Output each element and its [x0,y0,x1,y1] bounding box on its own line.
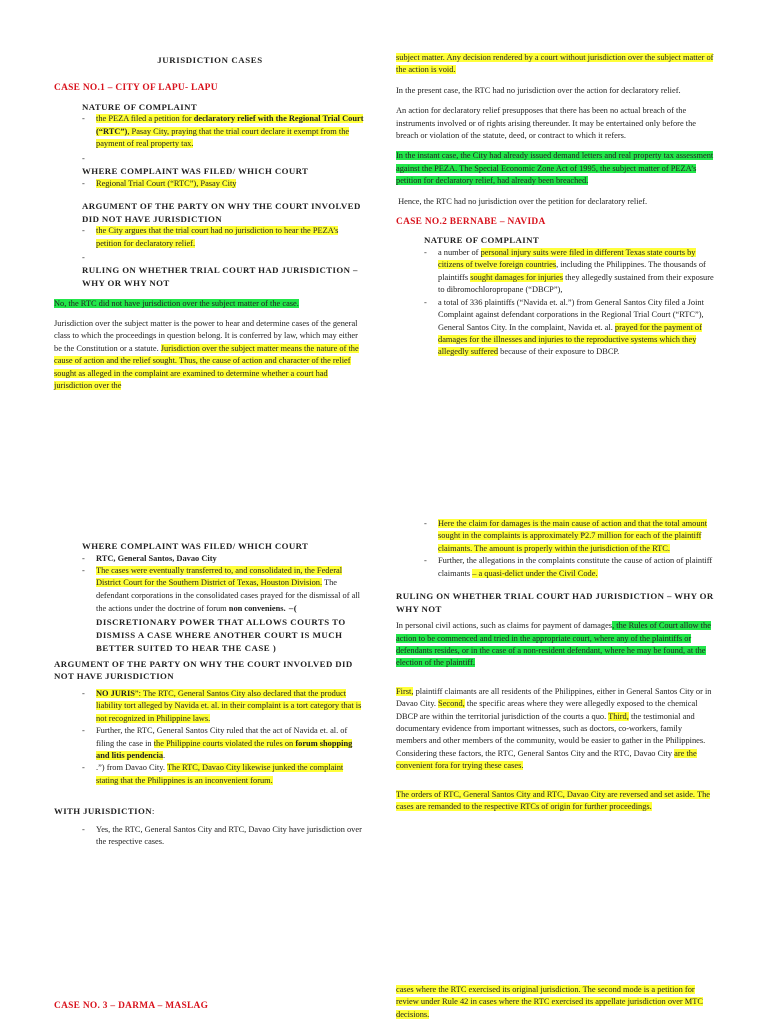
text-run: Hence, the RTC had no jurisdiction over the petition for declaratory relief. [398,196,648,206]
page1-left-column [54,52,366,400]
case1-paragraph-jurisdiction [54,318,366,392]
case2-where-heading: WHERE COMPLAINT WAS FILED/ WHICH COURT [82,541,309,551]
text-run: , including the Philippines. The thousands of plaintiffs [438,260,706,282]
case1-instant-case [396,150,714,187]
highlight: Regional Trial Court (“RTC”), Pasay City [96,178,237,188]
highlight [96,689,361,723]
case2-with-jurisdiction-heading [54,805,366,818]
dash: - [82,153,85,163]
highlight: The cases were eventually transferred to, and consolidated in, the Federal District Court for the Southern District of Texas, Houston Division. [96,566,343,588]
case1-where-list [54,178,366,190]
highlight: , the Rules of Court allow the action to be commenced and tried in the appropriate court, where any of the plaintiffs or defendants resides, or in the case of a non-resident defendant, where he may be found, at the election of the plaintiff. [396,621,711,668]
highlight: are the convenient fora for trying these cases. [396,748,697,771]
case2-argument-heading: ARGUMENT OF THE PARTY ON WHY THE COURT INVOLVED DID NOT HAVE JURISDICTION [54,658,353,682]
text-run: Jurisdiction over the subject matter is the power to hear and determine cases of the general class to which the proceedings in question belong. It is conferred by law, which may either be the Constitution or a statute. [54,319,358,353]
highlight: In the instant case, the City had already issued demand letters and real property tax assessment against the PEZA. The Special Economic Zone Act of 1995, the subject matter of PEZA’s petition for declaratory relief, had already been breached. [396,151,714,186]
list-item [82,762,366,787]
text-run: ”: The RTC, General Santos City also declared that the product liability tort alleged by Navida et. al. in their complaint is a tort category that is not recognized in Philippine laws. [96,689,362,723]
highlight: Third, [608,711,629,721]
highlight: subject matter. Any decision rendered by a court without jurisdiction over the subject matter of the action is void. [396,53,714,75]
list-item [82,565,366,656]
bold-run: declaratory relief with the Regional Trial Court (“RTC”) [96,114,364,136]
list-item: - Yes, the RTC, General Santos City and RTC, Davao City have jurisdiction over the respective cases. [82,824,366,849]
case2-nature-list [396,247,714,359]
highlight: Jurisdiction over the subject matter means the nature of the cause of action and the relief sought. Thus, the cause of action and character of the relief sought as alleged in the complaint are examined to determine whether a court had jurisdiction over the [54,343,359,391]
text-run: .”) from Davao City. [96,763,167,773]
text-run: In personal civil actions, such as claims for payment of damages [396,621,613,631]
page3-left-column [54,1000,366,1018]
case2-factors [396,686,714,773]
document-title: JURISDICTION CASES [157,55,263,65]
list-item [82,113,366,150]
page1-right-column [396,52,714,361]
case1-present-case: In the present case, the RTC had no jurisdiction over the action for declaratory relief. [396,85,681,95]
case1-ruling-heading: RULING ON WHETHER TRIAL COURT HAD JURISDICTION – WHY OR WHY NOT [82,265,358,289]
list-item [424,247,714,297]
case1-where-heading: WHERE COMPLAINT WAS FILED/ WHICH COURT [82,166,309,177]
bold-run: RTC, General Santos, Davao City [96,553,217,563]
list-item [424,297,714,359]
text-run: plaintiff claimants are all residents of the Philippines, either in General Santos City or in Davao City. [396,686,712,709]
case1-argument-list [54,225,366,250]
case1-title: CASE NO.1 – CITY OF LAPU- LAPU [54,83,218,94]
text-run: because of their exposure to DBCP. [498,347,620,357]
case2-where-list [54,553,366,656]
case1-hence [396,196,714,208]
highlight: cases where the RTC exercised its original jurisdiction. The second mode is a petition for review under Rule 42 in cases where the RTC exercised its appellate jurisdiction over MTC decisions. [396,985,703,1019]
text-run: the Philippine courts violated the rules on [153,738,296,748]
text-run: a number of [438,248,481,258]
bold-run: forum shopping and litis pendencia [96,738,353,761]
case1-argument-heading: ARGUMENT OF THE PARTY ON WHY THE COURT INVOLVED DID NOT HAVE JURISDICTION [82,201,361,224]
list-item [82,688,366,725]
highlight: First, [396,686,414,696]
case2-ruling-heading: RULING ON WHETHER TRIAL COURT HAD JURISDICTION – WHY OR WHY NOT [396,591,714,614]
page2-right-column [396,518,714,822]
text-run: they allegedly sustained from their exposure to dibromochloropropane (“DBCP”), [438,272,714,295]
text-run: . –( DISCRETIONARY POWER THAT ALLOWS COURTS TO DISMISS A CASE WHERE ANOTHER COURT IS MUCH BETTER SUITED TO HEAR THE CASE ) [96,603,346,654]
page2-left-column [54,540,366,851]
text-run: the PEZA filed a petition for [96,114,194,124]
text-run: . [163,751,166,761]
list-item [424,555,714,580]
text-run: WITH JURISDICTION [54,806,152,817]
highlight: – a quasi-delict under the Civil Code. [472,568,598,578]
highlight: The RTC, Davao City likewise junked the complaint stating that the Philippines is an inconvenient forum. [96,763,344,785]
text-run: : [151,807,155,817]
text-run: Further, the allegations in the complaints constitute the cause of action of plaintiff claimants [438,556,713,578]
case1-ruling-answer [54,298,366,310]
text-run: the testimonial and documentary evidence from important witnesses, such as doctors, co-workers, family members and other members of the community, would be easier to gather in the Philippines. Considering these factors, the RTC, General Santos City and the RTC, Davao City [396,711,706,758]
text-run: a total of 336 plaintiffs (“Navida et. al.”) from General Santos City filed a Joint Complaint against defendant corporations in the Regional Trial Court (“RTC”), General Santos City. In the complaint, Navida et. al. [438,297,704,332]
page3-right-column [396,984,714,1029]
highlight: the City argues that the trial court had no jurisdiction to hear the PEZA’s petition for declaratory relief. [96,226,339,248]
highlight: The orders of RTC, General Santos City and RTC, Davao City are reversed and set aside. The cases are remanded to the respective RTCs of origin for further proceedings. [396,789,710,812]
list-item [82,225,366,250]
text-run: the specific areas where they were allegedly exposed to the chemical DBCP are within the territorial jurisdiction of the courts a quo. [396,699,698,721]
case2-nature-heading: NATURE OF COMPLAINT [424,235,540,246]
case1-nature-list [54,113,366,150]
highlight: No, the RTC did not have jurisdiction over the subject matter of the case. [54,298,299,308]
text-run: , Pasay City, praying that the trial court declare it exempt from the payment of real property tax. [96,126,350,149]
list-item [82,553,366,565]
text-run: Further, the RTC, General Santos City ruled that the act of Navida et. al. of filing the case in [96,726,348,748]
highlight: Here the claim for damages is the main cause of action and that the total amount sought in the complaints is approximately ₱2.7 million for each of the plaintiff claimants. The amount is properly within the jurisdiction of the RTC. [438,519,708,553]
text-run: The defendant corporations in the consolidated cases prayed for the dismissal of all the actions under the doctrine of forum [96,578,360,614]
case2-argument-list [54,688,366,787]
case2-title: CASE NO.2 BERNABE – NAVIDA [396,217,546,228]
list-item [424,518,714,555]
highlight: prayed for the payment of damages for the illnesses and injuries to the reproductive systems which they allegedly suffered [438,322,702,357]
highlight: sought damages for injuries [470,272,563,282]
dash: - [82,253,85,263]
case3-title: CASE NO. 3 – DARMA – MASLAG [54,1001,209,1011]
case2-personal-actions [396,620,714,670]
bold-run: NO JURIS [96,689,135,699]
highlight [96,114,363,148]
highlight: Second, [438,699,465,709]
case1-continuation [396,52,714,77]
case1-action-paragraph: An action for declaratory relief presupposes that there has been no actual breach of the instruments involved or of rights arising thereunder. It may be entertained only before the breach or violation of the statute, deed, or contract to which it refers. [396,106,697,141]
list-item [82,725,366,762]
list-item [82,178,366,190]
bold-run: non conveniens [228,604,284,614]
case2-orders [396,789,714,814]
highlight: personal injury suits were filed in different Texas state courts by citizens of twelve foreign countries [438,248,696,270]
case3-continuation [396,984,714,1021]
case2-with-list [54,824,366,849]
case2-claim-list [396,518,714,580]
case1-nature-heading: NATURE OF COMPLAINT [82,101,198,112]
